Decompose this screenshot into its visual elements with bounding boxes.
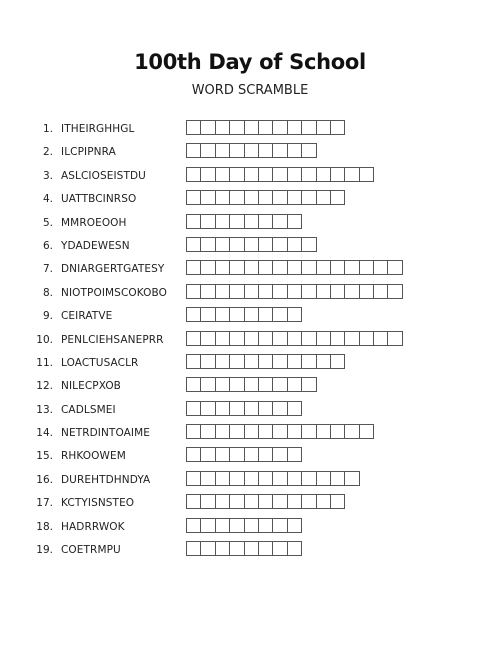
letter-box[interactable] [186, 494, 201, 509]
letter-box[interactable] [258, 354, 273, 369]
scrambled-word: KCTYISNSTEO [61, 497, 135, 510]
letter-box[interactable] [272, 120, 287, 135]
letter-box[interactable] [272, 167, 287, 182]
letter-box[interactable] [287, 190, 302, 205]
letter-box[interactable] [244, 518, 259, 533]
answer-boxes [186, 190, 345, 206]
letter-box[interactable] [272, 494, 287, 509]
letter-box[interactable] [229, 541, 244, 556]
letter-box[interactable] [301, 143, 316, 158]
letter-box[interactable] [229, 284, 244, 299]
letter-box[interactable] [186, 284, 201, 299]
letter-box[interactable] [244, 237, 259, 252]
answer-boxes [186, 143, 317, 159]
letter-box[interactable] [272, 518, 287, 533]
puzzle-number: 2. [42, 146, 53, 159]
letter-box[interactable] [229, 494, 244, 509]
letter-box[interactable] [229, 143, 244, 158]
letter-box[interactable] [330, 284, 345, 299]
answer-boxes [186, 237, 317, 253]
letter-box[interactable] [301, 354, 316, 369]
letter-box[interactable] [186, 471, 201, 486]
letter-box[interactable] [244, 307, 259, 322]
letter-box[interactable] [244, 494, 259, 509]
puzzle-row [0, 304, 500, 327]
letter-box[interactable] [330, 260, 345, 275]
letter-box[interactable] [287, 260, 302, 275]
puzzle-number: 11. [36, 356, 53, 369]
letter-box[interactable] [186, 260, 201, 275]
letter-box[interactable] [301, 190, 316, 205]
letter-box[interactable] [215, 237, 230, 252]
letter-box[interactable] [301, 237, 316, 252]
letter-box[interactable] [287, 214, 302, 229]
letter-box[interactable] [215, 447, 230, 462]
letter-box[interactable] [215, 307, 230, 322]
page-title: 100th Day of School [134, 50, 366, 74]
letter-box[interactable] [258, 518, 273, 533]
answer-boxes [186, 214, 302, 230]
answer-boxes [186, 331, 403, 347]
letter-box[interactable] [244, 541, 259, 556]
puzzle-row [0, 117, 500, 140]
letter-box[interactable] [244, 214, 259, 229]
letter-box[interactable] [316, 471, 331, 486]
scrambled-word: CADLSMEI [61, 403, 116, 416]
letter-box[interactable] [229, 401, 244, 416]
letter-box[interactable] [200, 237, 215, 252]
puzzle-number: 15. [36, 450, 53, 463]
page-subtitle: WORD SCRAMBLE [191, 83, 309, 98]
letter-box[interactable] [229, 190, 244, 205]
puzzle-row [0, 421, 500, 444]
letter-box[interactable] [373, 260, 388, 275]
letter-box[interactable] [244, 260, 259, 275]
letter-box[interactable] [186, 143, 201, 158]
letter-box[interactable] [373, 331, 388, 346]
scrambled-word: DNIARGERTGATESY [61, 263, 165, 276]
letter-box[interactable] [229, 447, 244, 462]
scrambled-word: PENLCIEHSANEPRR [61, 333, 164, 346]
letter-box[interactable] [272, 447, 287, 462]
letter-box[interactable] [244, 331, 259, 346]
letter-box[interactable] [316, 424, 331, 439]
letter-box[interactable] [200, 354, 215, 369]
letter-box[interactable] [272, 471, 287, 486]
answer-boxes [186, 284, 403, 300]
letter-box[interactable] [244, 424, 259, 439]
puzzle-number: 13. [36, 403, 53, 416]
letter-box[interactable] [272, 284, 287, 299]
puzzle-number: 5. [42, 216, 53, 229]
puzzle-row [0, 164, 500, 187]
letter-box[interactable] [287, 167, 302, 182]
puzzle-row [0, 515, 500, 538]
letter-box[interactable] [301, 284, 316, 299]
letter-box[interactable] [229, 424, 244, 439]
letter-box[interactable] [244, 401, 259, 416]
letter-box[interactable] [316, 284, 331, 299]
letter-box[interactable] [359, 167, 374, 182]
letter-box[interactable] [244, 447, 259, 462]
letter-box[interactable] [215, 424, 230, 439]
answer-boxes [186, 377, 317, 393]
letter-box[interactable] [301, 494, 316, 509]
letter-box[interactable] [359, 424, 374, 439]
letter-box[interactable] [244, 471, 259, 486]
answer-boxes [186, 494, 345, 510]
letter-box[interactable] [301, 424, 316, 439]
letter-box[interactable] [258, 237, 273, 252]
letter-box[interactable] [316, 331, 331, 346]
letter-box[interactable] [215, 143, 230, 158]
letter-box[interactable] [316, 120, 331, 135]
letter-box[interactable] [258, 143, 273, 158]
letter-box[interactable] [344, 167, 359, 182]
letter-box[interactable] [316, 354, 331, 369]
puzzle-row [0, 281, 500, 304]
scrambled-word: HADRRWOK [61, 520, 125, 533]
letter-box[interactable] [186, 167, 201, 182]
letter-box[interactable] [272, 214, 287, 229]
letter-box[interactable] [258, 284, 273, 299]
letter-box[interactable] [229, 260, 244, 275]
puzzle-number: 18. [36, 520, 53, 533]
letter-box[interactable] [229, 237, 244, 252]
letter-box[interactable] [287, 377, 302, 392]
letter-box[interactable] [186, 214, 201, 229]
letter-box[interactable] [287, 518, 302, 533]
letter-box[interactable] [287, 541, 302, 556]
letter-box[interactable] [344, 424, 359, 439]
letter-box[interactable] [186, 237, 201, 252]
scrambled-word: DUREHTDHNDYA [61, 473, 151, 486]
letter-box[interactable] [258, 307, 273, 322]
letter-box[interactable] [215, 354, 230, 369]
letter-box[interactable] [215, 167, 230, 182]
puzzle-row [0, 257, 500, 280]
letter-box[interactable] [387, 260, 402, 275]
answer-boxes [186, 541, 302, 557]
letter-box[interactable] [186, 307, 201, 322]
answer-boxes [186, 424, 374, 440]
letter-box[interactable] [272, 331, 287, 346]
letter-box[interactable] [200, 260, 215, 275]
letter-box[interactable] [215, 120, 230, 135]
letter-box[interactable] [344, 331, 359, 346]
letter-box[interactable] [258, 167, 273, 182]
scrambled-word: YDADEWESN [61, 239, 130, 252]
letter-box[interactable] [258, 377, 273, 392]
puzzle-row [0, 328, 500, 351]
letter-box[interactable] [186, 331, 201, 346]
answer-boxes [186, 260, 403, 276]
letter-box[interactable] [272, 143, 287, 158]
scrambled-word: COETRMPU [61, 544, 121, 557]
letter-box[interactable] [316, 167, 331, 182]
puzzle-number: 14. [36, 427, 53, 440]
letter-box[interactable] [200, 167, 215, 182]
letter-box[interactable] [330, 354, 345, 369]
letter-box[interactable] [215, 284, 230, 299]
letter-box[interactable] [215, 401, 230, 416]
letter-box[interactable] [287, 284, 302, 299]
letter-box[interactable] [244, 284, 259, 299]
letter-box[interactable] [330, 167, 345, 182]
puzzle-row [0, 468, 500, 491]
letter-box[interactable] [258, 494, 273, 509]
letter-box[interactable] [258, 447, 273, 462]
letter-box[interactable] [229, 214, 244, 229]
letter-box[interactable] [272, 401, 287, 416]
letter-box[interactable] [272, 237, 287, 252]
letter-box[interactable] [258, 401, 273, 416]
puzzle-number: 9. [42, 310, 53, 323]
letter-box[interactable] [244, 167, 259, 182]
letter-box[interactable] [258, 190, 273, 205]
letter-box[interactable] [244, 143, 259, 158]
letter-box[interactable] [301, 377, 316, 392]
puzzle-number: 12. [36, 380, 53, 393]
letter-box[interactable] [272, 307, 287, 322]
letter-box[interactable] [200, 190, 215, 205]
letter-box[interactable] [287, 471, 302, 486]
letter-box[interactable] [186, 401, 201, 416]
scrambled-word: LOACTUSACLR [61, 356, 139, 369]
answer-boxes [186, 518, 302, 534]
letter-box[interactable] [287, 237, 302, 252]
letter-box[interactable] [215, 541, 230, 556]
letter-box[interactable] [200, 541, 215, 556]
answer-boxes [186, 471, 360, 487]
letter-box[interactable] [215, 377, 230, 392]
letter-box[interactable] [344, 471, 359, 486]
puzzle-row [0, 234, 500, 257]
letter-box[interactable] [229, 471, 244, 486]
letter-box[interactable] [272, 354, 287, 369]
letter-box[interactable] [215, 260, 230, 275]
letter-box[interactable] [200, 377, 215, 392]
scrambled-word: NILECPXOB [61, 380, 121, 393]
letter-box[interactable] [258, 331, 273, 346]
letter-box[interactable] [200, 471, 215, 486]
puzzle-number: 4. [42, 193, 53, 206]
letter-box[interactable] [387, 331, 402, 346]
puzzle-number: 8. [42, 286, 53, 299]
answer-boxes [186, 447, 302, 463]
answer-boxes [186, 167, 374, 183]
letter-box[interactable] [215, 331, 230, 346]
letter-box[interactable] [301, 120, 316, 135]
letter-box[interactable] [229, 307, 244, 322]
letter-box[interactable] [200, 307, 215, 322]
letter-box[interactable] [301, 331, 316, 346]
letter-box[interactable] [200, 447, 215, 462]
puzzle-row [0, 491, 500, 514]
puzzle-row [0, 538, 500, 561]
scrambled-word: ASLCIOSEISTDU [61, 169, 146, 182]
answer-boxes [186, 354, 345, 370]
puzzle-row [0, 374, 500, 397]
letter-box[interactable] [387, 284, 402, 299]
letter-box[interactable] [200, 284, 215, 299]
letter-box[interactable] [258, 471, 273, 486]
puzzle-row [0, 187, 500, 210]
letter-box[interactable] [200, 331, 215, 346]
letter-box[interactable] [287, 447, 302, 462]
letter-box[interactable] [229, 518, 244, 533]
puzzle-number: 1. [42, 123, 53, 135]
letter-box[interactable] [344, 284, 359, 299]
puzzle-number: 10. [36, 333, 53, 346]
letter-box[interactable] [316, 260, 331, 275]
letter-box[interactable] [200, 494, 215, 509]
puzzle-row [0, 398, 500, 421]
letter-box[interactable] [330, 331, 345, 346]
puzzle-number: 16. [36, 473, 53, 486]
letter-box[interactable] [200, 143, 215, 158]
letter-box[interactable] [200, 120, 215, 135]
puzzle-number: 3. [42, 169, 53, 182]
letter-box[interactable] [186, 518, 201, 533]
letter-box[interactable] [244, 354, 259, 369]
letter-box[interactable] [200, 424, 215, 439]
letter-box[interactable] [229, 120, 244, 135]
scrambled-word: CEIRATVE [61, 310, 113, 323]
puzzle-row [0, 351, 500, 374]
letter-box[interactable] [215, 471, 230, 486]
scrambled-word: UATTBCINRSO [61, 193, 137, 206]
scrambled-word: MMROEOOH [61, 216, 127, 229]
letter-box[interactable] [344, 260, 359, 275]
puzzle-number: 7. [42, 263, 53, 276]
letter-box[interactable] [215, 214, 230, 229]
letter-box[interactable] [287, 331, 302, 346]
letter-box[interactable] [359, 260, 374, 275]
letter-box[interactable] [244, 190, 259, 205]
letter-box[interactable] [272, 424, 287, 439]
scrambled-word: NIOTPOIMSCOKOBO [61, 286, 168, 299]
letter-box[interactable] [258, 214, 273, 229]
scrambled-word: RHKOOWEM [61, 450, 126, 463]
letter-box[interactable] [186, 424, 201, 439]
letter-box[interactable] [215, 494, 230, 509]
letter-box[interactable] [316, 494, 331, 509]
letter-box[interactable] [287, 143, 302, 158]
letter-box[interactable] [287, 424, 302, 439]
letter-box[interactable] [287, 354, 302, 369]
puzzle-row [0, 211, 500, 234]
letter-box[interactable] [359, 331, 374, 346]
letter-box[interactable] [373, 284, 388, 299]
puzzle-row [0, 444, 500, 467]
letter-box[interactable] [301, 260, 316, 275]
letter-box[interactable] [186, 120, 201, 135]
letter-box[interactable] [215, 190, 230, 205]
letter-box[interactable] [272, 190, 287, 205]
letter-box[interactable] [229, 354, 244, 369]
letter-box[interactable] [287, 494, 302, 509]
answer-boxes [186, 120, 345, 136]
letter-box[interactable] [186, 354, 201, 369]
letter-box[interactable] [287, 401, 302, 416]
letter-box[interactable] [287, 307, 302, 322]
letter-box[interactable] [272, 377, 287, 392]
letter-box[interactable] [330, 494, 345, 509]
puzzle-number: 19. [36, 544, 53, 557]
letter-box[interactable] [186, 190, 201, 205]
letter-box[interactable] [272, 541, 287, 556]
letter-box[interactable] [301, 471, 316, 486]
letter-box[interactable] [359, 284, 374, 299]
letter-box[interactable] [258, 424, 273, 439]
letter-box[interactable] [244, 120, 259, 135]
letter-box[interactable] [330, 190, 345, 205]
letter-box[interactable] [229, 167, 244, 182]
scrambled-word: ILCPIPNRA [61, 146, 116, 159]
letter-box[interactable] [301, 167, 316, 182]
letter-box[interactable] [244, 377, 259, 392]
letter-box[interactable] [200, 401, 215, 416]
puzzle-number: 17. [36, 497, 53, 510]
letter-box[interactable] [186, 447, 201, 462]
letter-box[interactable] [200, 214, 215, 229]
letter-box[interactable] [258, 120, 273, 135]
letter-box[interactable] [287, 120, 302, 135]
letter-box[interactable] [330, 471, 345, 486]
letter-box[interactable] [330, 120, 345, 135]
letter-box[interactable] [229, 331, 244, 346]
answer-boxes [186, 307, 302, 323]
letter-box[interactable] [186, 377, 201, 392]
letter-box[interactable] [215, 518, 230, 533]
letter-box[interactable] [258, 541, 273, 556]
letter-box[interactable] [316, 190, 331, 205]
letter-box[interactable] [272, 260, 287, 275]
scrambled-word: NETRDINTOAIME [61, 427, 151, 440]
puzzle-row [0, 140, 500, 163]
letter-box[interactable] [229, 377, 244, 392]
scrambled-word: ITHEIRGHHGL [61, 123, 135, 135]
answer-boxes [186, 401, 302, 417]
letter-box[interactable] [258, 260, 273, 275]
letter-box[interactable] [186, 541, 201, 556]
puzzle-number: 6. [42, 239, 53, 252]
letter-box[interactable] [330, 424, 345, 439]
letter-box[interactable] [200, 518, 215, 533]
puzzle-list [0, 117, 500, 561]
